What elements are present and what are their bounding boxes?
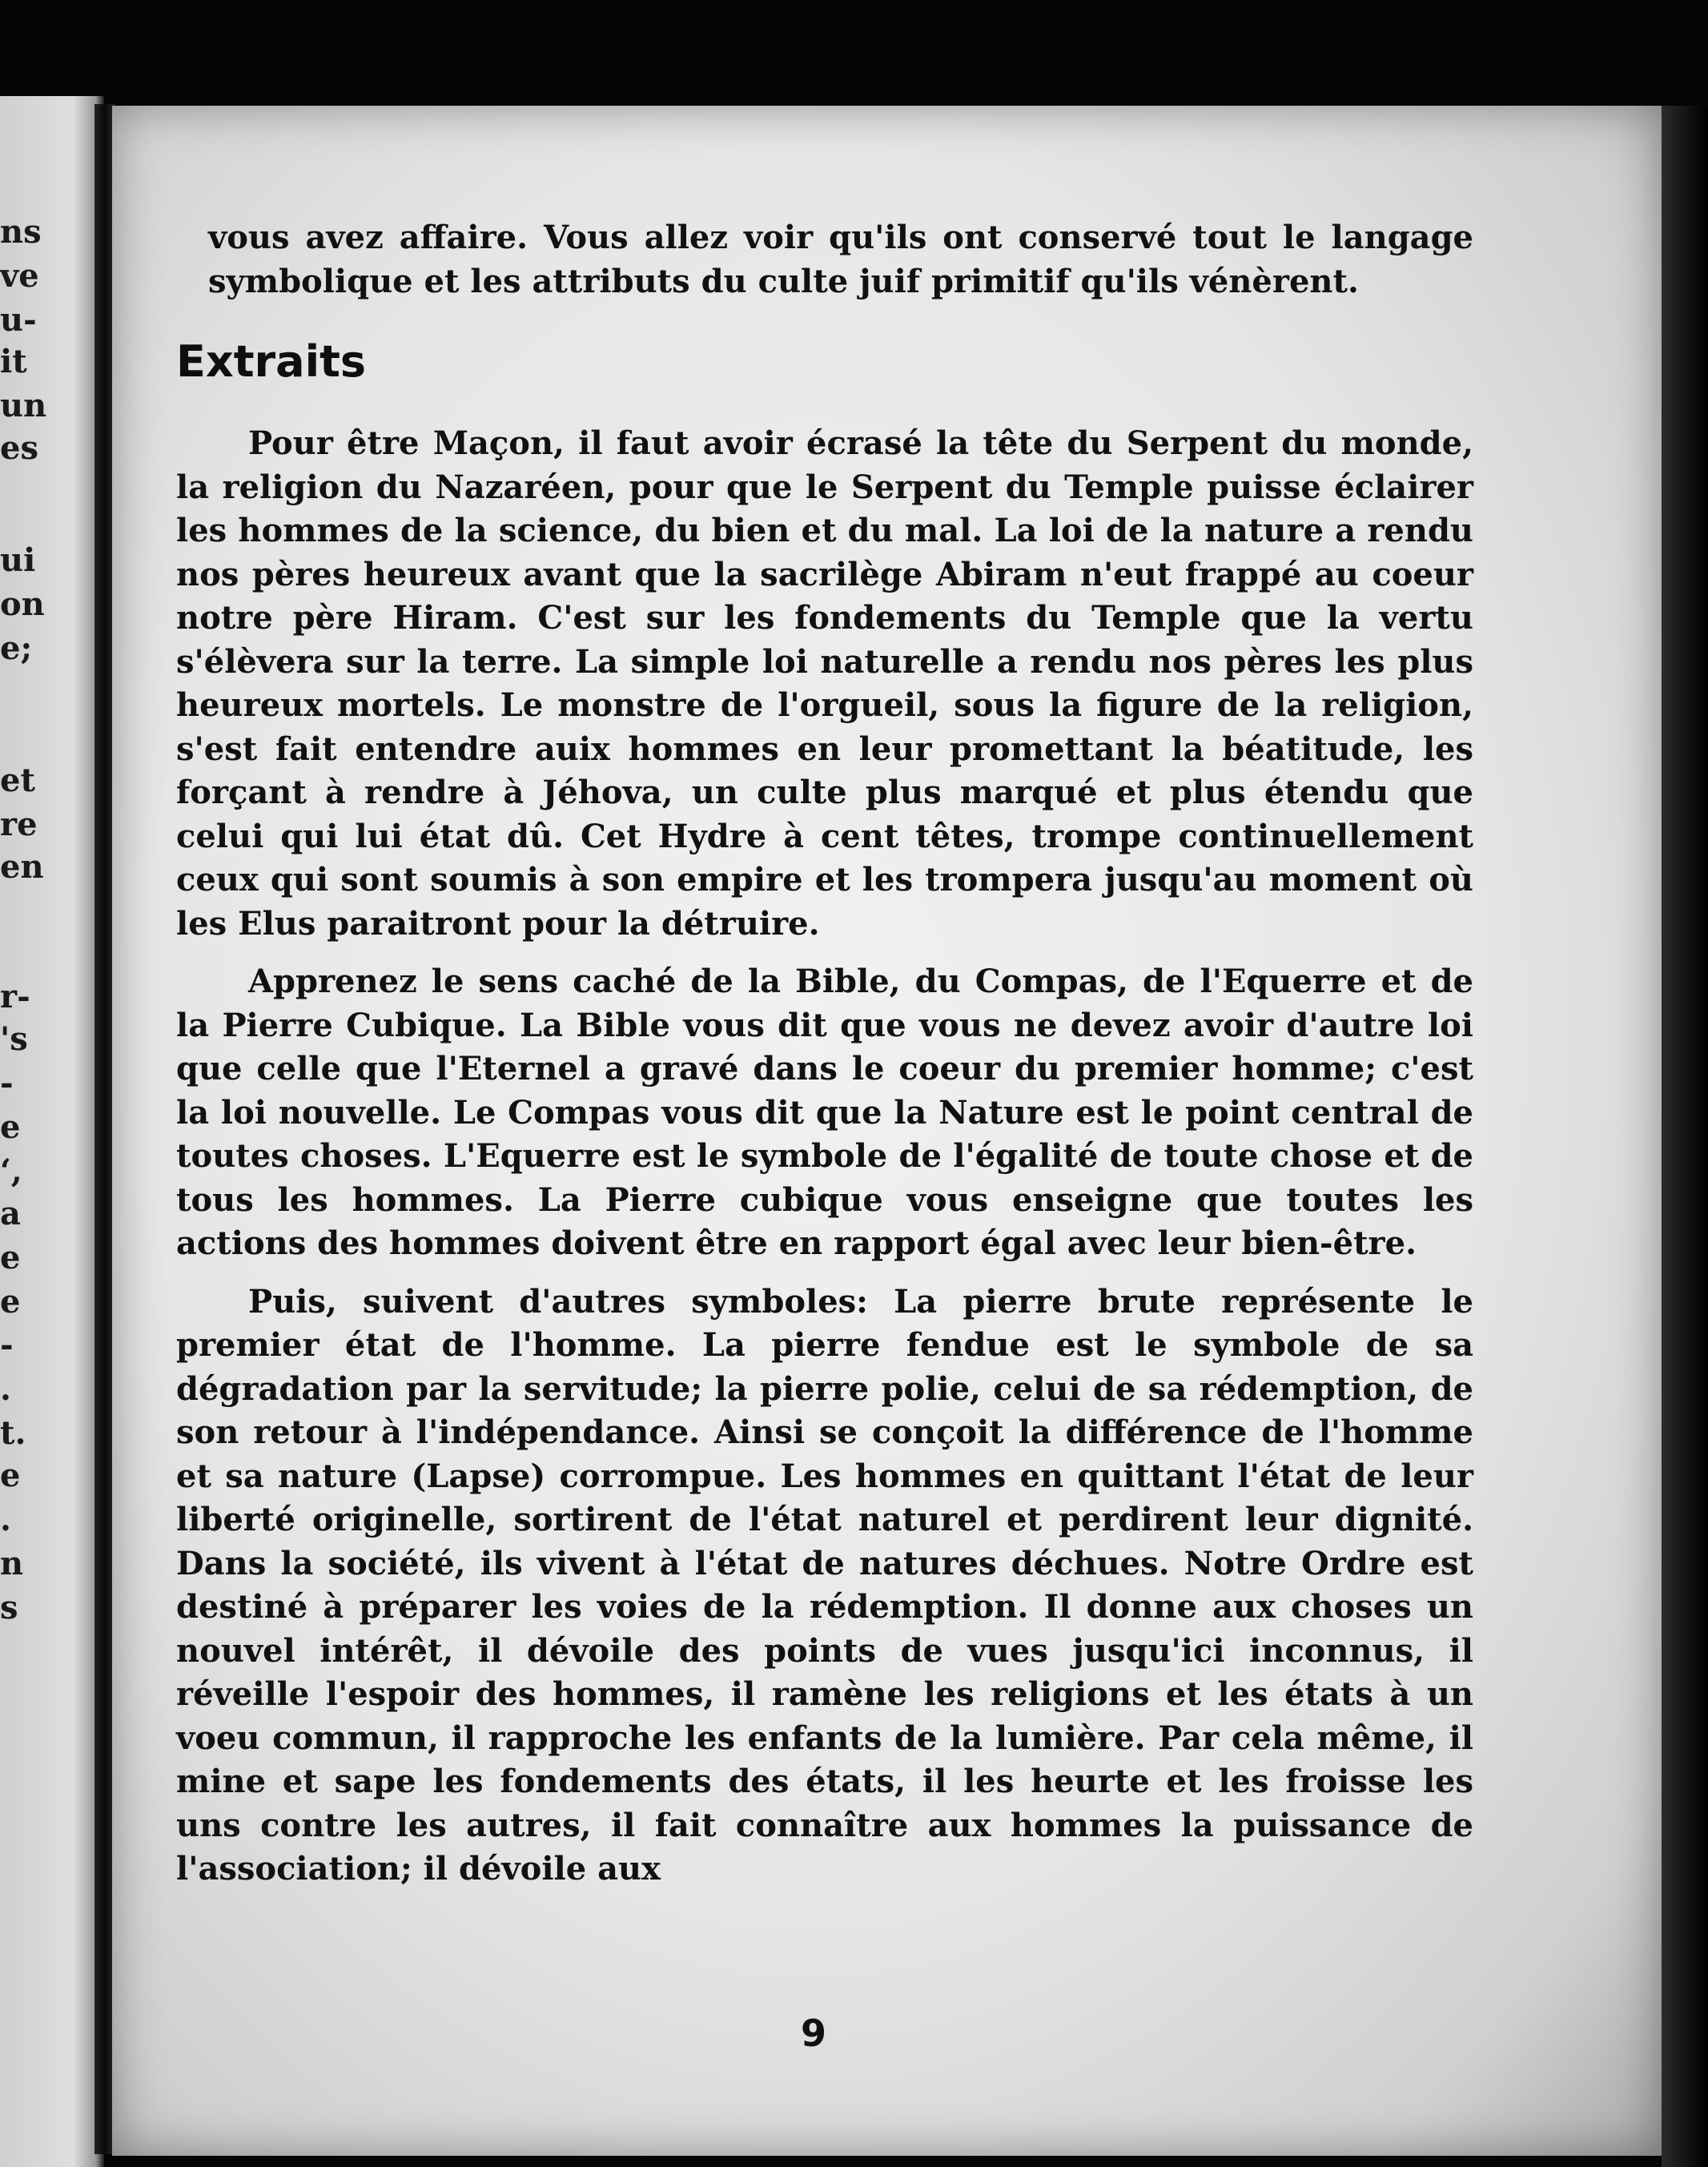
facing-page-fragment: re: [0, 806, 38, 843]
facing-page-fragment: et: [0, 762, 35, 799]
section-heading: Extraits: [176, 336, 367, 387]
facing-page-fragment: r-: [0, 978, 30, 1015]
facing-page-fragment: ns: [0, 213, 42, 251]
paragraph-1: Pour être Maçon, il faut avoir écrasé la tête du Serpent du monde, la religion du Nazaréen, pour que le Serpent du Temple puisse éclairer les hommes de la science, du bien et du mal. La loi de la nature a rendu nos pères heureux avant que la sacrilège Abiram n'eut frappé au coeur notre père Hiram. C'est sur les fondements du Temple que la vertu s'élèvera sur la terre. La simple loi naturelle a rendu nos pères les plus heureux mortels. Le monstre de l'orgueil, sous la figure de la religion, s'est fait entendre auix hommes en leur promettant la béatitude, les forçant à rendre à Jéhova, un culte plus marqué et plus étendu que celui qui lui état dû. Cet Hydre à cent têtes, trompe continuellement ceux qui sont soumis à son empire et les trompera jusqu'au moment où les Elus paraitront pour la détruire.: [176, 424, 1473, 943]
facing-page-fragment: u-: [0, 301, 37, 339]
facing-page-fragment: e: [0, 1239, 21, 1276]
paragraph-3: Puis, suivent d'autres symboles: La pierre brute représente le premier état de l'homme. La pierre fendue est le symbole de sa dégradation par la servitude; la pierre polie, celui de sa rédemption, de son retour à l'indépendance. Ainsi se conçoit la différence de l'homme et sa nature (Lapse) corrompue. Les hommes en quittant l'état de leur liberté originelle, sortirent de l'état naturel et perdirent leur dignité. Dans la société, ils vivent à l'état de natures déchues. Notre Ordre est destiné à préparer les voies de la rédemption. Il donne aux choses un nouvel intérêt, il dévoile des points de vues jusqu'ici inconnus, il réveille l'espoir des hommes, il ramène les religions et les états à un voeu commun, il rapproche les enfants de la lumière. Par cela même, il mine et sape les fondements des états, il les heurte et les froisse les uns contre les autres, il fait connaître aux hommes la puissance de l'association; il dévoile aux: [176, 1282, 1473, 1888]
facing-page-fragment: s: [0, 1589, 18, 1626]
facing-page-fragment: on: [0, 585, 45, 623]
facing-page-fragment: ‘,: [0, 1152, 22, 1190]
facing-page-fragment: en: [0, 848, 44, 886]
continuation-paragraph: vous avez affaire. Vous allez voir qu'ils ont conservé tout le langage symbolique et les attributs du culte juif primitif qu'ils vénèrent.: [208, 219, 1473, 300]
facing-page-fragment: .: [0, 1501, 11, 1538]
facing-page-fragment: 's: [0, 1020, 28, 1058]
page-text: [176, 216, 1473, 1906]
facing-page-fragment: es: [0, 429, 38, 467]
facing-page-fragment: .: [0, 1370, 11, 1408]
paragraph-2: Apprenez le sens caché de la Bible, du Compas, de l'Equerre et de la Pierre Cubique. La Bible vous dit que vous ne devez avoir d'autre loi que celle que l'Eternel a gravé dans le coeur du premier homme; c'est la loi nouvelle. Le Compas vous dit que la Nature est le point central de toutes choses. L'Equerre est le symbole de l'égalité de toute chose et de tous les hommes. La Pierre cubique vous enseigne que toutes les actions des hommes doivent être en rapport égal avec leur bien-être.: [176, 963, 1473, 1262]
facing-page-fragment: n: [0, 1545, 24, 1582]
facing-page-fragment: t.: [0, 1414, 26, 1452]
page-number: 9: [801, 2012, 827, 2055]
facing-page-fragment: e: [0, 1108, 21, 1146]
facing-page-fragment: un: [0, 387, 47, 424]
facing-page-fragment: ve: [0, 257, 39, 295]
facing-page-fragment: a: [0, 1195, 21, 1232]
facing-page-fragment: e;: [0, 629, 33, 667]
facing-page-fragment: ui: [0, 541, 36, 579]
facing-page-fragment: -: [0, 1326, 14, 1364]
facing-page-edge: [0, 96, 104, 2167]
facing-page-fragment: -: [0, 1064, 14, 1102]
facing-page-fragment: e: [0, 1283, 21, 1321]
facing-page-fragment: it: [0, 343, 27, 380]
page-shadow-edge: [1662, 106, 1708, 2167]
facing-page-fragment: e: [0, 1457, 21, 1494]
